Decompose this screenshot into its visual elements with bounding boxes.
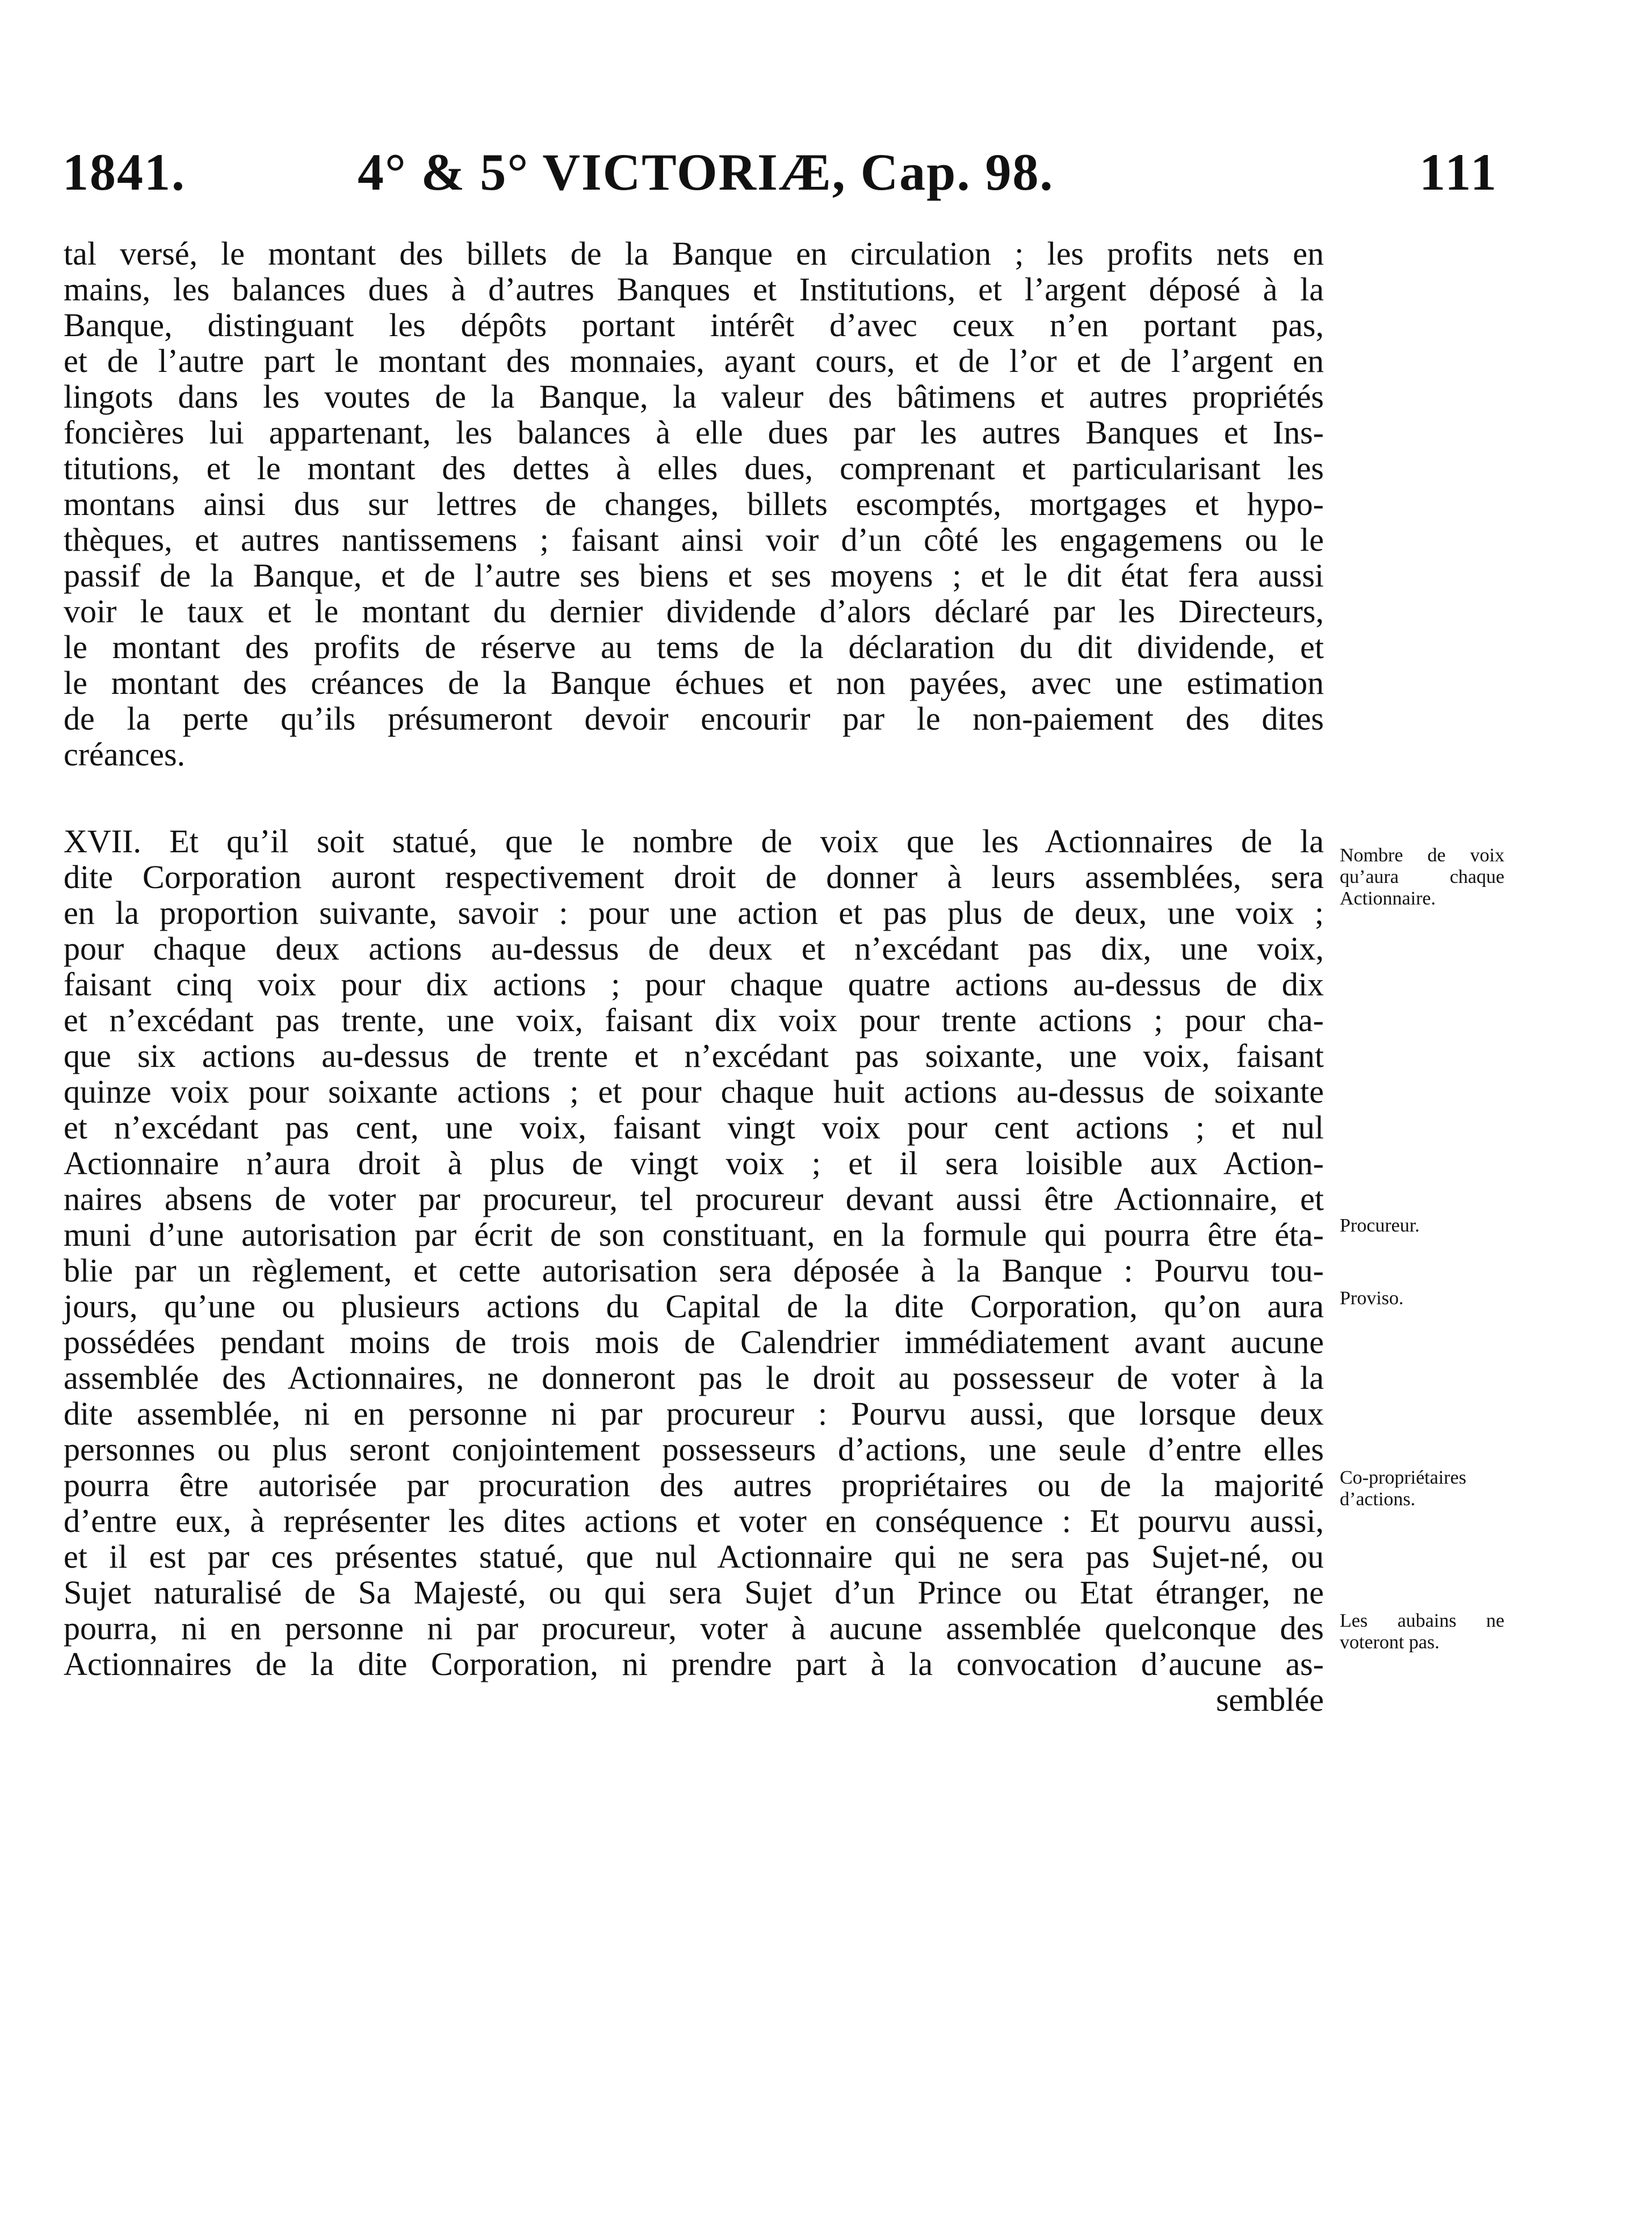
text-line: Banque, distinguant les dépôts portant intérêt d’avec ceux n’en portant pas, xyxy=(64,307,1324,344)
text-line: assemblée des Actionnaires, ne donneront pas le droit au possesseur de voter à la xyxy=(64,1359,1324,1396)
text-line: tal versé, le montant des billets de la Banque en circulation ; les profits nets en xyxy=(64,235,1324,272)
text-line: de la perte qu’ils présumeront devoir encourir par le non-paiement des dites xyxy=(64,700,1324,737)
margin-note-proviso: Proviso. xyxy=(1340,1288,1404,1309)
text-line: voir le taux et le montant du dernier dividende d’alors déclaré par les Directeurs, xyxy=(64,593,1324,630)
text-line: montans ainsi dus sur lettres de changes, billets escomptés, mortgages et hypo- xyxy=(64,485,1324,522)
section-number: XVII. xyxy=(64,823,141,860)
page-number: 111 xyxy=(1419,143,1499,201)
text-line: créances. xyxy=(64,736,186,773)
text-line: jours, qu’une ou plusieurs actions du Capital de la dite Corporation, qu’on aura xyxy=(64,1288,1324,1325)
text-line: lingots dans les voutes de la Banque, la valeur des bâtimens et autres propriétés xyxy=(64,378,1324,415)
section-first-line-text: Et qu’il soit statué, que le nombre de voix que les Actionnaires de la xyxy=(169,823,1324,860)
margin-note-joint-owners: Co-propriétaires d’actions. xyxy=(1340,1467,1466,1510)
text-line: titutions, et le montant des dettes à elles dues, comprenant et particularisant les xyxy=(64,450,1324,487)
text-line: d’entre eux, à représenter les dites actions et voter en conséquence : Et pourvu aussi, xyxy=(64,1502,1324,1539)
text-line: pourra, ni en personne ni par procureur, voter à aucune assemblée quelconque des xyxy=(64,1610,1324,1647)
text-line: quinze voix pour soixante actions ; et pour chaque huit actions au-dessus de soixante xyxy=(64,1073,1324,1110)
text-line: Actionnaire n’aura droit à plus de vingt voix ; et il sera loisible aux Action- xyxy=(64,1145,1324,1182)
section-first-line xyxy=(64,823,1324,859)
text-line: foncières lui appartenant, les balances à elle dues par les autres Banques et Ins- xyxy=(64,414,1324,451)
text-line: thèques, et autres nantissemens ; faisant ainsi voir d’un côté les engagemens ou le xyxy=(64,521,1324,558)
catchword: semblée xyxy=(1215,1681,1324,1718)
text-line: muni d’une autorisation par écrit de son constituant, en la formule qui pourra être éta- xyxy=(64,1216,1324,1253)
text-line: Sujet naturalisé de Sa Majesté, ou qui sera Sujet d’un Prince ou Etat étranger, ne xyxy=(64,1574,1324,1611)
text-line: Actionnaires de la dite Corporation, ni prendre part à la convocation d’aucune as- xyxy=(64,1645,1324,1682)
margin-note-proxy: Procureur. xyxy=(1340,1215,1420,1236)
text-line: et il est par ces présentes statué, que nul Actionnaire qui ne sera pas Sujet-né, ou xyxy=(64,1538,1324,1575)
text-line: pour chaque deux actions au-dessus de deux et n’excédant pas dix, une voix, xyxy=(64,930,1324,967)
text-line: passif de la Banque, et de l’autre ses biens et ses moyens ; et le dit état fera aussi xyxy=(64,557,1324,594)
text-line: possédées pendant moins de trois mois de Calendrier immédiatement avant aucune xyxy=(64,1324,1324,1360)
paragraph-continuation xyxy=(64,236,1324,772)
text-line: naires absens de voter par procureur, tel procureur devant aussi être Actionnaire, et xyxy=(64,1180,1324,1217)
margin-note-aliens: Les aubains ne voteront pas. xyxy=(1340,1610,1504,1653)
text-line: dite assemblée, ni en personne ni par procureur : Pourvu aussi, que lorsque deux xyxy=(64,1395,1324,1432)
text-line: blie par un règlement, et cette autorisation sera déposée à la Banque : Pourvu tou- xyxy=(64,1252,1324,1289)
margin-note-voting-rights: Nombre de voix qu’aura chaque Actionnaire. xyxy=(1340,845,1504,909)
text-line: pourra être autorisée par procuration des autres propriétaires ou de la majorité xyxy=(64,1467,1324,1504)
text-line: mains, les balances dues à d’autres Banques et Institutions, et l’argent déposé à la xyxy=(64,271,1324,308)
text-line: faisant cinq voix pour dix actions ; pour chaque quatre actions au-dessus de dix xyxy=(64,966,1324,1003)
text-line: et n’excédant pas cent, une voix, faisant vingt voix pour cent actions ; et nul xyxy=(64,1109,1324,1146)
text-line: le montant des créances de la Banque échues et non payées, avec une estimation xyxy=(64,664,1324,701)
text-line: dite Corporation auront respectivement droit de donner à leurs assemblées, sera xyxy=(64,859,1324,895)
text-line: et de l’autre part le montant des monnaies, ayant cours, et de l’or et de l’argent en xyxy=(64,342,1324,379)
text-line: en la proportion suivante, savoir : pour une action et pas plus de deux, une voix ; xyxy=(64,894,1324,931)
text-line: que six actions au-dessus de trente et n’excédant pas soixante, une voix, faisant xyxy=(64,1037,1324,1074)
header-year: 1841. xyxy=(62,143,186,201)
running-header xyxy=(62,142,1499,204)
section-xvii xyxy=(64,823,1324,1718)
text-line: le montant des profits de réserve au tems de la déclaration du dit dividende, et xyxy=(64,629,1324,665)
header-title: 4° & 5° VICTORIÆ, Cap. 98. xyxy=(358,143,1054,201)
text-line: et n’excédant pas trente, une voix, faisant dix voix pour trente actions ; pour cha- xyxy=(64,1002,1324,1039)
text-line: personnes ou plus seront conjointement possesseurs d’actions, une seule d’entre elles xyxy=(64,1431,1324,1468)
